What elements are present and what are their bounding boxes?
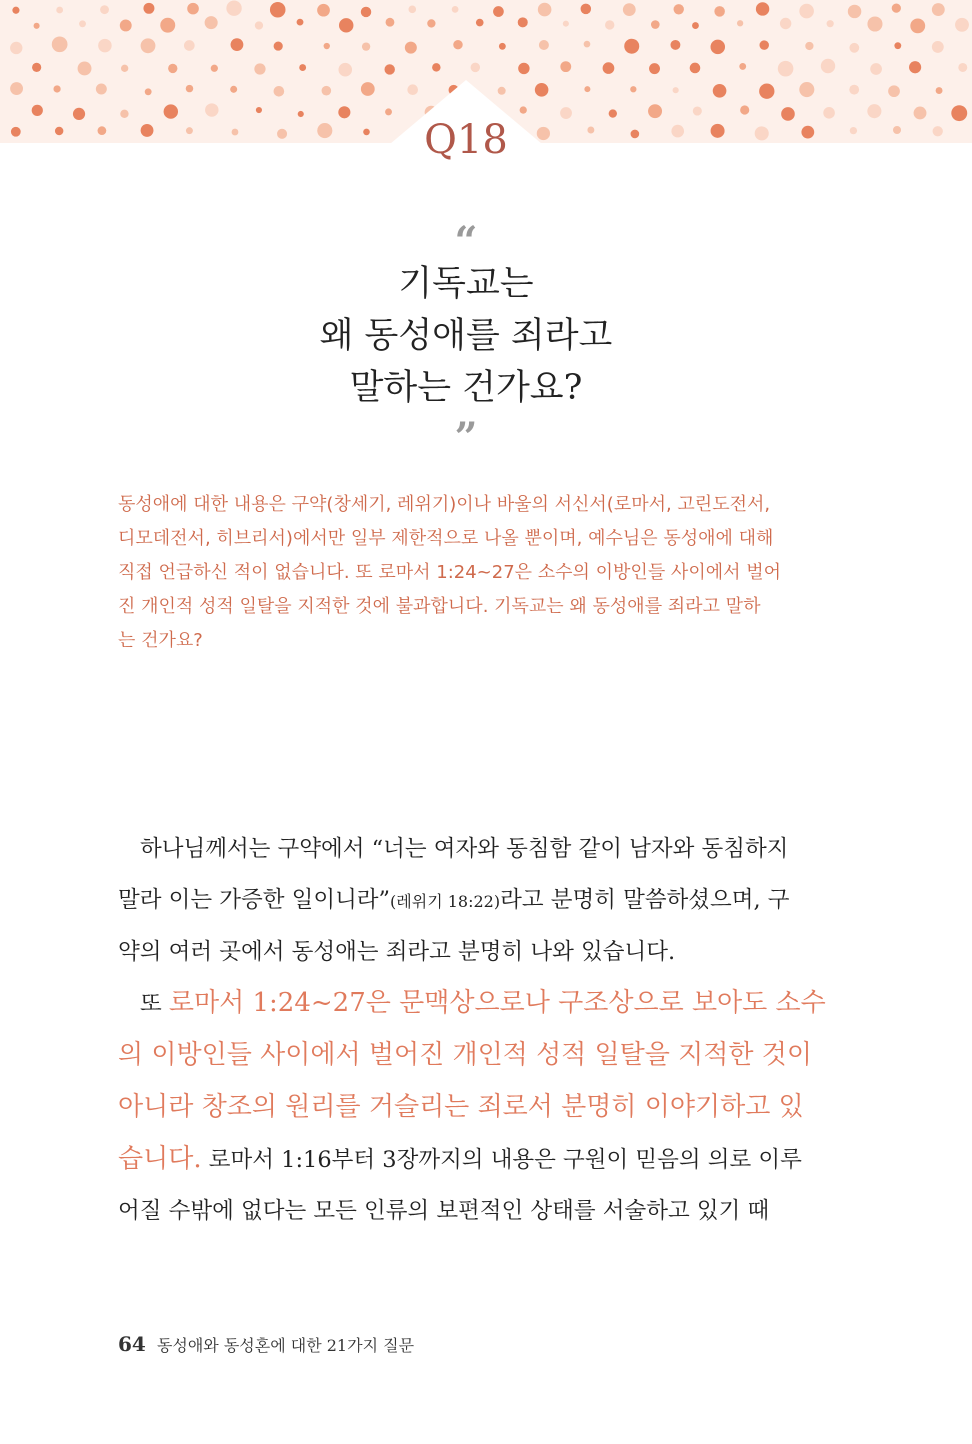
decorative-dot [711, 40, 726, 55]
decorative-dot [623, 3, 636, 16]
decorative-dot [164, 104, 178, 118]
decorative-dot [518, 63, 529, 74]
decorative-dot [476, 19, 484, 27]
decorative-dot [674, 4, 684, 14]
decorative-dot [823, 107, 835, 119]
decorative-dot [277, 129, 287, 139]
decorative-dot [713, 84, 727, 98]
highlighted-text: 로마서 1:24~27은 문맥상으로나 구조상으로 보아도 소수 [168, 988, 826, 1018]
summary-line: 디모데전서, 히브리서)에서만 일부 제한적으로 나올 뿐이며, 예수님은 동성애에 대해 [118, 528, 774, 549]
decorative-dot [255, 21, 263, 29]
close-quote-icon: ” [454, 414, 478, 461]
decorative-dot [649, 63, 660, 74]
decorative-dot [584, 41, 591, 48]
highlighted-text: 습니다. [118, 1144, 202, 1174]
decorative-dot [759, 40, 768, 49]
decorative-dot [339, 18, 353, 32]
decorative-dot [651, 20, 660, 29]
decorative-dot [274, 86, 285, 97]
answer-body [118, 824, 826, 1237]
decorative-dot [32, 105, 43, 116]
highlighted-text: 의 이방인들 사이에서 벌어진 개인적 성적 일탈을 지적한 것이 [118, 1040, 813, 1070]
decorative-dot [584, 86, 590, 92]
decorative-dot [186, 127, 193, 134]
decorative-dot [538, 3, 552, 17]
decorative-dot [850, 127, 857, 134]
decorative-dot [363, 129, 370, 136]
decorative-dot [361, 7, 371, 17]
decorative-dot [603, 62, 615, 74]
decorative-dot [299, 64, 306, 71]
body-line [118, 978, 826, 1030]
decorative-dot [205, 103, 218, 116]
decorative-dot [10, 42, 22, 54]
decorative-dot [53, 85, 60, 92]
decorative-dot [232, 129, 239, 136]
decorative-dot [362, 42, 370, 50]
decorative-dot [821, 59, 835, 73]
decorative-dot [184, 40, 195, 51]
decorative-dot [324, 43, 330, 49]
decorative-dot [756, 2, 769, 15]
decorative-dot [10, 82, 23, 95]
title-line: 왜 동성애를 죄라고 [319, 316, 613, 356]
decorative-dot [563, 21, 569, 27]
decorative-dot [780, 18, 791, 29]
decorative-dot [145, 88, 152, 95]
decorative-dot [605, 20, 614, 29]
decorative-dot [56, 7, 63, 14]
question-summary [118, 488, 818, 658]
body-text: 말라 이는 가증한 일이니라” [118, 887, 391, 913]
highlighted-text: 아니라 창조의 원리를 거슬리는 죄로서 분명히 이야기하고 있 [118, 1092, 804, 1122]
decorative-dot [432, 63, 440, 71]
decorative-dot [673, 87, 679, 93]
decorative-dot [121, 65, 128, 72]
title-line: 말하는 건가요? [349, 368, 583, 408]
body-line [118, 875, 818, 927]
decorative-dot [78, 62, 92, 76]
decorative-dot [499, 43, 506, 50]
decorative-dot [581, 4, 592, 15]
decorative-dot [893, 126, 901, 134]
page-number: 64 [118, 1332, 146, 1356]
decorative-dot [427, 19, 435, 27]
body-line [118, 1082, 818, 1134]
decorative-dot [670, 40, 680, 50]
decorative-dot [211, 65, 218, 72]
decorative-dot [493, 6, 504, 17]
title-line: 기독교는 [398, 264, 534, 304]
decorative-dot [141, 38, 156, 53]
decorative-dot [849, 43, 859, 53]
decorative-dot [737, 20, 743, 26]
decorative-dot [205, 16, 218, 29]
decorative-dot [518, 17, 528, 27]
decorative-dot [100, 5, 109, 14]
body-text: 라고 분명히 말씀하셨으며, 구 [500, 887, 790, 913]
summary-line: 동성애에 대한 내용은 구약(창세기, 레위기)이나 바울의 서신서(로마서, 고린도전서, [118, 494, 771, 515]
decorative-dot [168, 64, 177, 73]
decorative-dot [560, 107, 572, 119]
body-line [118, 927, 818, 978]
decorative-dot [79, 20, 86, 27]
decorative-dot [778, 61, 794, 77]
decorative-dot [226, 1, 241, 16]
decorative-dot [55, 127, 63, 135]
decorative-dot [256, 107, 262, 113]
body-text: 또 [140, 991, 169, 1017]
decorative-dot [11, 127, 21, 137]
open-quote-icon: “ [454, 218, 478, 265]
decorative-dot [799, 82, 814, 97]
decorative-dot [186, 85, 193, 92]
summary-line: 진 개인적 성적 일탈을 지적한 것에 불과합니다. 기독교는 왜 동성애를 죄라고 말하 [118, 596, 761, 617]
body-line [118, 1134, 818, 1186]
body-line [118, 1186, 818, 1237]
decorative-dot [587, 127, 594, 134]
summary-line: 직접 언급하신 적이 없습니다. 또 로마서 1:24~27은 소수의 이방인들 사이에서 벌어 [118, 562, 781, 583]
decorative-dot [539, 40, 549, 50]
decorative-dot [160, 18, 175, 33]
decorative-dot [693, 106, 702, 115]
decorative-dot [254, 63, 265, 74]
bible-reference: (레위기 18:22) [390, 892, 501, 911]
decorative-dot [141, 124, 154, 137]
decorative-dot [32, 63, 41, 72]
decorative-dot [96, 84, 107, 95]
decorative-dot [755, 126, 769, 140]
decorative-dot [409, 6, 417, 14]
decorative-dot [867, 104, 881, 118]
decorative-dot [801, 126, 814, 139]
body-line [118, 1030, 818, 1082]
decorative-dot [827, 20, 834, 27]
decorative-dot [317, 123, 332, 138]
decorative-dot [52, 36, 68, 52]
decorative-dot [740, 105, 749, 114]
decorative-dot [894, 42, 901, 49]
decorative-dot [955, 18, 969, 32]
decorative-dot [648, 104, 662, 118]
decorative-dot [298, 111, 304, 117]
decorative-dot [274, 42, 283, 51]
decorative-dot [848, 5, 861, 18]
decorative-dot [338, 106, 350, 118]
decorative-dot [12, 7, 19, 14]
decorative-dot [98, 126, 107, 135]
decorative-dot [888, 85, 900, 97]
decorative-dot [671, 125, 684, 138]
decorative-dot [932, 41, 944, 53]
decorative-dot [624, 39, 639, 54]
decorative-dot [867, 16, 882, 31]
decorative-dot [120, 110, 128, 118]
decorative-dot [958, 63, 967, 72]
decorative-dot [799, 4, 814, 19]
decorative-dot [405, 42, 417, 54]
decorative-dot [936, 87, 943, 94]
decorative-dot [98, 39, 112, 53]
decorative-dot [297, 19, 304, 26]
decorative-dot [453, 40, 462, 49]
decorative-dot [609, 109, 617, 117]
decorative-dot [951, 105, 967, 121]
body-text: 어질 수밖에 없다는 모든 인류의 보편적인 상태를 서술하고 있기 때 [118, 1198, 770, 1224]
decorative-dot [34, 23, 40, 29]
decorative-dot [910, 18, 925, 33]
body-text: 하나님께서는 구약에서 “너는 여자와 동침함 같이 남자와 동침하지 [140, 836, 789, 862]
question-title [200, 258, 732, 414]
decorative-dot [471, 63, 480, 72]
decorative-dot [120, 20, 132, 32]
decorative-dot [631, 130, 640, 139]
decorative-dot [933, 126, 943, 136]
decorative-dot [714, 6, 725, 17]
decorative-dot [630, 86, 636, 92]
decorative-dot [187, 3, 199, 15]
decorative-dot [560, 61, 571, 72]
decorative-dot [690, 63, 701, 74]
decorative-dot [270, 2, 286, 18]
question-number: Q18 [424, 117, 508, 163]
decorative-dot [143, 3, 154, 14]
decorative-dot [781, 107, 795, 121]
decorative-dot [692, 22, 699, 29]
decorative-dot [711, 124, 725, 138]
body-line [118, 824, 818, 875]
decorative-dot [361, 82, 375, 96]
decorative-dot [386, 18, 395, 27]
decorative-dot [338, 63, 352, 77]
decorative-dot [870, 63, 882, 75]
decorative-dot [322, 86, 332, 96]
decorative-dot [231, 38, 244, 51]
summary-line: 는 건가요? [118, 630, 203, 651]
decorative-dot [849, 85, 859, 95]
decorative-dot [317, 4, 330, 17]
decorative-dot [230, 86, 237, 93]
decorative-dot [914, 107, 927, 120]
body-text: 로마서 1:16부터 3장까지의 내용은 구원이 믿음의 의로 이루 [201, 1147, 802, 1173]
decorative-dot [452, 6, 459, 13]
page-footer [118, 1332, 718, 1356]
decorative-dot [739, 63, 746, 70]
decorative-dot [932, 3, 945, 16]
decorative-dot [892, 3, 901, 12]
body-text: 약의 여러 곳에서 동성애는 죄라고 분명히 나와 있습니다. [118, 939, 676, 965]
book-title: 동성애와 동성혼에 대한 21가지 질문 [156, 1336, 415, 1355]
decorative-dot [805, 42, 813, 50]
decorative-dot [909, 61, 921, 73]
decorative-dot [73, 108, 85, 120]
decorative-dot [759, 84, 774, 99]
decorative-dot [384, 64, 394, 74]
